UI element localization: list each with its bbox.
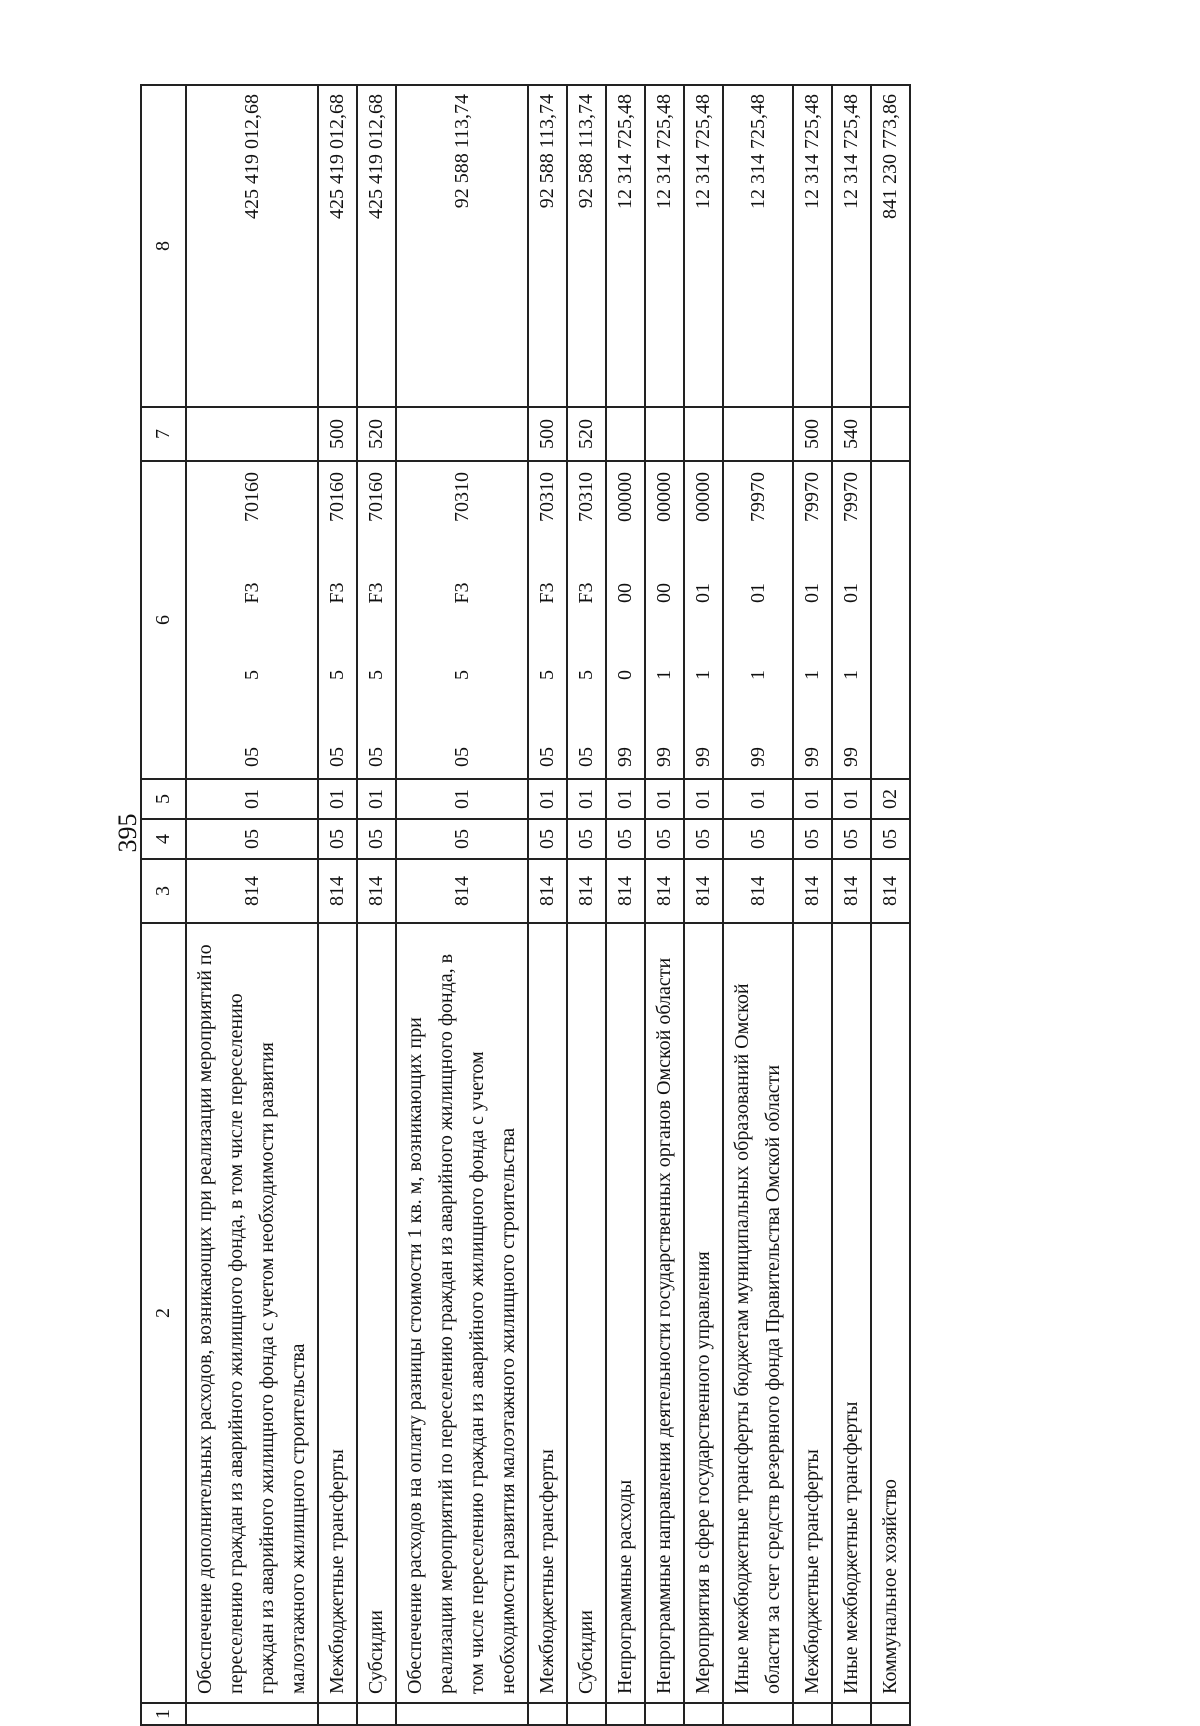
subsection-code-cell: 01: [318, 779, 357, 819]
target-article-part: 1: [746, 670, 769, 680]
subsection-code-cell: 01: [793, 779, 832, 819]
section-code-cell: 05: [567, 819, 606, 859]
table-row: [357, 85, 396, 1725]
target-article-part: 00: [653, 583, 675, 603]
grbs-code-cell: 814: [186, 859, 318, 923]
amount-cell: 425 419 012,68: [318, 85, 357, 407]
target-article-code: [649, 470, 680, 770]
target-article-part: F3: [536, 582, 558, 604]
target-article-part: 01: [801, 583, 823, 603]
amount-cell: 425 419 012,68: [186, 85, 318, 407]
target-article-code-cell: [684, 461, 723, 779]
subsection-code-cell: 01: [832, 779, 871, 819]
target-article-code: [610, 470, 641, 770]
target-article-part: 99: [653, 747, 675, 767]
target-article-part: 70160: [240, 472, 263, 522]
target-article-code: [743, 470, 774, 770]
target-article-code-cell: [528, 461, 567, 779]
row-number-cell: [645, 1703, 684, 1725]
subsection-code-cell: 01: [567, 779, 606, 819]
expense-name-cell: Иные межбюджетные трансферты: [832, 923, 871, 1703]
table-row: [318, 85, 357, 1725]
target-article-part: 05: [450, 747, 473, 767]
expense-name-cell: Непрограммные направления деятельности государственных органов Омской области: [645, 923, 684, 1703]
expense-type-code-cell: 520: [567, 407, 606, 461]
target-article-part: 79970: [746, 472, 769, 522]
target-article-part: F3: [450, 582, 473, 604]
target-article-part: 5: [326, 670, 348, 680]
target-article-part: 01: [692, 583, 714, 603]
target-article-part: 01: [840, 583, 862, 603]
table-header: [141, 85, 186, 1725]
expense-name-cell: Коммунальное хозяйство: [871, 923, 910, 1703]
header-col-7: 7: [141, 407, 186, 461]
page-number: 395: [113, 813, 142, 853]
row-number-cell: [832, 1703, 871, 1725]
budget-table: [140, 84, 911, 1726]
subsection-code-cell: 01: [645, 779, 684, 819]
target-article-part: 05: [240, 747, 263, 767]
expense-type-code-cell: [871, 407, 910, 461]
row-number-cell: [606, 1703, 645, 1725]
amount-cell: 92 588 113,74: [396, 85, 528, 407]
target-article-code-cell: [567, 461, 606, 779]
expense-name-cell: Мероприятия в сфере государственного управления: [684, 923, 723, 1703]
target-article-part: 5: [450, 670, 473, 680]
section-code-cell: 05: [871, 819, 910, 859]
expense-type-code-cell: 540: [832, 407, 871, 461]
section-code-cell: 05: [186, 819, 318, 859]
target-article-part: 05: [326, 747, 348, 767]
grbs-code-cell: 814: [684, 859, 723, 923]
expense-name-cell: Межбюджетные трансферты: [318, 923, 357, 1703]
grbs-code-cell: 814: [528, 859, 567, 923]
section-code-cell: 05: [357, 819, 396, 859]
row-number-cell: [871, 1703, 910, 1725]
section-code-cell: 05: [396, 819, 528, 859]
target-article-part: 99: [840, 747, 862, 767]
expense-name-cell: Непрограммные расходы: [606, 923, 645, 1703]
grbs-code-cell: 814: [645, 859, 684, 923]
target-article-part: 99: [614, 747, 636, 767]
expense-type-code-cell: 500: [318, 407, 357, 461]
grbs-code-cell: 814: [871, 859, 910, 923]
target-article-code: [447, 470, 478, 770]
target-article-part: 70160: [365, 472, 387, 522]
expense-name-cell: Обеспечение дополнительных расходов, возникающих при реализации мероприятий по переселению граждан из аварийного жилищного фонда, в том числе переселению граждан из аварийного жилищного фонда с учетом необходимости развития малоэтажного жилищного строительства: [186, 923, 318, 1703]
target-article-part: F3: [326, 582, 348, 604]
target-article-code: [532, 470, 563, 770]
grbs-code-cell: 814: [567, 859, 606, 923]
target-article-code-cell: [606, 461, 645, 779]
expense-type-code-cell: [723, 407, 793, 461]
expense-type-code-cell: 500: [528, 407, 567, 461]
table-row: [606, 85, 645, 1725]
target-article-part: 05: [536, 747, 558, 767]
subsection-code-cell: 01: [396, 779, 528, 819]
target-article-part: 1: [801, 670, 823, 680]
target-article-part: 0: [614, 670, 636, 680]
target-article-code: [237, 470, 268, 770]
amount-cell: 12 314 725,48: [723, 85, 793, 407]
target-article-code: [361, 470, 392, 770]
target-article-part: F3: [240, 582, 263, 604]
target-article-part: 70310: [536, 472, 558, 522]
header-col-2: 2: [141, 923, 186, 1703]
table-row: [832, 85, 871, 1725]
amount-cell: 92 588 113,74: [528, 85, 567, 407]
row-number-cell: [793, 1703, 832, 1725]
table-row: [186, 85, 318, 1725]
subsection-code-cell: 02: [871, 779, 910, 819]
target-article-part: F3: [575, 582, 597, 604]
target-article-code: [571, 470, 602, 770]
table-row: [723, 85, 793, 1725]
target-article-part: 00: [614, 583, 636, 603]
target-article-part: 1: [692, 670, 714, 680]
subsection-code-cell: 01: [684, 779, 723, 819]
target-article-code-cell: [871, 461, 910, 779]
target-article-part: 99: [746, 747, 769, 767]
section-code-cell: 05: [645, 819, 684, 859]
subsection-code-cell: 01: [606, 779, 645, 819]
target-article-code-cell: [396, 461, 528, 779]
target-article-part: 79970: [801, 472, 823, 522]
subsection-code-cell: 01: [528, 779, 567, 819]
expense-type-code-cell: [186, 407, 318, 461]
expense-name-cell: Межбюджетные трансферты: [793, 923, 832, 1703]
table-row: [567, 85, 606, 1725]
expense-type-code-cell: 520: [357, 407, 396, 461]
section-code-cell: 05: [793, 819, 832, 859]
expense-name-cell: Субсидии: [357, 923, 396, 1703]
target-article-part: 1: [840, 670, 862, 680]
grbs-code-cell: 814: [396, 859, 528, 923]
target-article-part: 99: [692, 747, 714, 767]
target-article-code-cell: [723, 461, 793, 779]
amount-cell: 12 314 725,48: [684, 85, 723, 407]
amount-cell: 12 314 725,48: [793, 85, 832, 407]
target-article-part: 5: [536, 670, 558, 680]
amount-cell: 425 419 012,68: [357, 85, 396, 407]
target-article-code-cell: [357, 461, 396, 779]
target-article-code-cell: [793, 461, 832, 779]
row-number-cell: [318, 1703, 357, 1725]
target-article-part: 05: [575, 747, 597, 767]
target-article-part: 00000: [614, 472, 636, 522]
section-code-cell: 05: [832, 819, 871, 859]
expense-name-cell: Межбюджетные трансферты: [528, 923, 567, 1703]
expense-type-code-cell: [645, 407, 684, 461]
amount-cell: 12 314 725,48: [832, 85, 871, 407]
section-code-cell: 05: [528, 819, 567, 859]
target-article-code: [836, 470, 867, 770]
header-row: [141, 85, 186, 1725]
grbs-code-cell: 814: [357, 859, 396, 923]
target-article-code-cell: [318, 461, 357, 779]
target-article-part: 70310: [575, 472, 597, 522]
target-article-part: 00000: [653, 472, 675, 522]
header-col-6: 6: [141, 461, 186, 779]
target-article-part: F3: [365, 582, 387, 604]
section-code-cell: 05: [684, 819, 723, 859]
table-row: [871, 85, 910, 1725]
section-code-cell: 05: [723, 819, 793, 859]
header-col-4: 4: [141, 819, 186, 859]
rotated-table-container: [140, 86, 1120, 1726]
expense-type-code-cell: [684, 407, 723, 461]
amount-cell: 12 314 725,48: [645, 85, 684, 407]
target-article-part: 70310: [450, 472, 473, 522]
grbs-code-cell: 814: [318, 859, 357, 923]
row-number-cell: [684, 1703, 723, 1725]
subsection-code-cell: 01: [357, 779, 396, 819]
target-article-code: [797, 470, 828, 770]
header-col-5: 5: [141, 779, 186, 819]
table-body: [186, 85, 910, 1725]
section-code-cell: 05: [318, 819, 357, 859]
target-article-part: 1: [653, 670, 675, 680]
target-article-part: 5: [575, 670, 597, 680]
target-article-part: 01: [746, 583, 769, 603]
grbs-code-cell: 814: [723, 859, 793, 923]
table-row: [684, 85, 723, 1725]
subsection-code-cell: 01: [723, 779, 793, 819]
expense-name-cell: Субсидии: [567, 923, 606, 1703]
row-number-cell: [528, 1703, 567, 1725]
header-col-1: 1: [141, 1703, 186, 1725]
grbs-code-cell: 814: [832, 859, 871, 923]
header-col-3: 3: [141, 859, 186, 923]
header-col-8: 8: [141, 85, 186, 407]
target-article-part: 00000: [692, 472, 714, 522]
amount-cell: 841 230 773,86: [871, 85, 910, 407]
table-row: [528, 85, 567, 1725]
expense-type-code-cell: 500: [793, 407, 832, 461]
row-number-cell: [567, 1703, 606, 1725]
target-article-part: 5: [240, 670, 263, 680]
section-code-cell: 05: [606, 819, 645, 859]
grbs-code-cell: 814: [606, 859, 645, 923]
expense-name-cell: Иные межбюджетные трансферты бюджетам муниципальных образований Омской области за счет средств резервного фонда Правительства Омской области: [723, 923, 793, 1703]
row-number-cell: [723, 1703, 793, 1725]
table-row: [396, 85, 528, 1725]
table-row: [645, 85, 684, 1725]
expense-type-code-cell: [396, 407, 528, 461]
subsection-code-cell: 01: [186, 779, 318, 819]
target-article-code: [688, 470, 719, 770]
target-article-part: 5: [365, 670, 387, 680]
target-article-part: 05: [365, 747, 387, 767]
target-article-code-cell: [186, 461, 318, 779]
row-number-cell: [396, 1703, 528, 1725]
row-number-cell: [357, 1703, 396, 1725]
row-number-cell: [186, 1703, 318, 1725]
amount-cell: 12 314 725,48: [606, 85, 645, 407]
expense-name-cell: Обеспечение расходов на оплату разницы стоимости 1 кв. м, возникающих при реализации мероприятий по переселению граждан из аварийного жилищного фонда, в том числе переселению граждан из аварийного жилищного фонда с учетом необходимости развития малоэтажного жилищного строительства: [396, 923, 528, 1703]
target-article-part: 79970: [840, 472, 862, 522]
target-article-code: [322, 470, 353, 770]
table-row: [793, 85, 832, 1725]
target-article-code-cell: [645, 461, 684, 779]
grbs-code-cell: 814: [793, 859, 832, 923]
expense-type-code-cell: [606, 407, 645, 461]
target-article-part: 99: [801, 747, 823, 767]
target-article-part: 70160: [326, 472, 348, 522]
target-article-code-cell: [832, 461, 871, 779]
amount-cell: 92 588 113,74: [567, 85, 606, 407]
